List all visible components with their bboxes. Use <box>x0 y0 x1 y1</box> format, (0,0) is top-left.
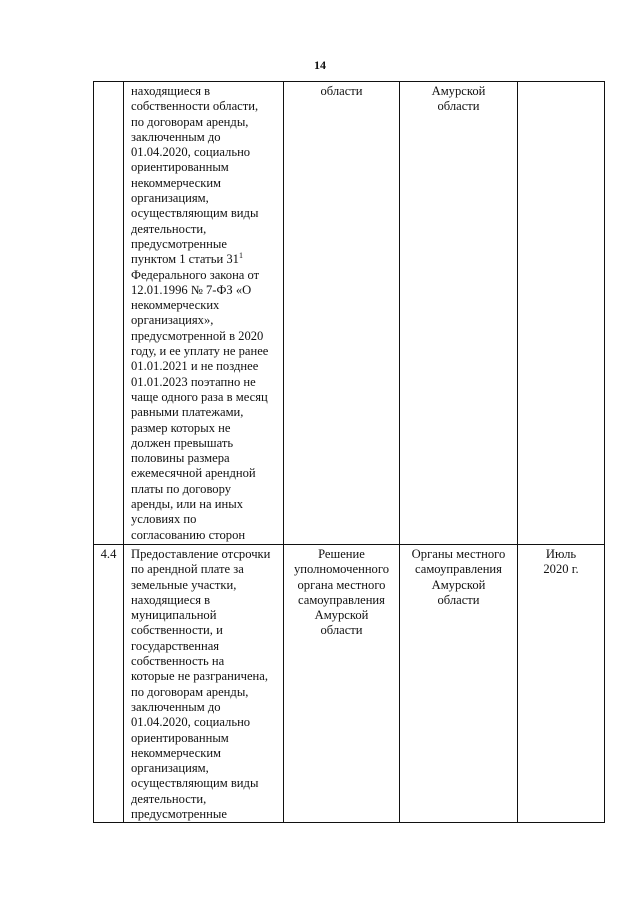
text-line: уполномоченного <box>293 562 390 577</box>
page-number: 14 <box>314 58 326 72</box>
text-line: предусмотренные <box>131 807 227 822</box>
text-line: по арендной плате за <box>131 562 244 577</box>
text-line: находящиеся в <box>131 84 211 98</box>
text-line: условиях по <box>131 512 197 527</box>
text-line: предусмотренные <box>131 236 227 251</box>
text-line: Органы местного <box>411 547 506 561</box>
term-cell <box>518 545 605 823</box>
term-cell <box>518 82 605 545</box>
text-line: государственная <box>131 638 220 653</box>
text-line: собственность на <box>131 654 225 669</box>
text-line: чаще одного раза в месяц <box>131 389 268 404</box>
text-line: находящиеся в <box>131 592 211 607</box>
text-line: 01.04.2020, социально <box>131 145 251 160</box>
text-line: некоммерческим <box>131 175 222 190</box>
text-line: собственности области, <box>131 99 259 114</box>
text-line: 01.01.2023 поэтапно не <box>131 374 256 389</box>
legal-document-cell <box>284 545 400 823</box>
text-line: организациям, <box>131 191 209 206</box>
text-line: области <box>437 99 480 114</box>
text-line: Амурской <box>431 577 486 592</box>
text-line: области <box>320 623 363 638</box>
text-line: Решение <box>318 547 365 561</box>
text-line: согласованию сторон <box>131 527 246 542</box>
text-line: органа местного <box>297 577 386 592</box>
text-line: ориентированным <box>131 730 229 745</box>
table-row <box>94 82 605 545</box>
row-number-cell: 4.4 <box>94 545 124 823</box>
text-line: по договорам аренды, <box>131 684 249 699</box>
text-line: деятельности, <box>131 791 207 806</box>
legal-document-cell <box>284 82 400 545</box>
text-line: 01.04.2020, социально <box>131 715 251 730</box>
text-line: осуществляющим виды <box>131 776 259 791</box>
text-line: собственности, и <box>131 623 223 638</box>
text-line: самоуправления <box>298 592 385 607</box>
measure-description-cell <box>124 545 284 823</box>
text-line: 2020 г. <box>543 562 579 577</box>
text-line: области <box>320 84 363 98</box>
text-line: муниципальной <box>131 608 217 623</box>
text-line: области <box>437 592 480 607</box>
text-line: Амурской <box>431 84 486 98</box>
text-line: Июль <box>545 547 577 561</box>
text-line: 12.01.1996 № 7-ФЗ «О <box>131 282 252 297</box>
text-line: осуществляющим виды <box>131 206 259 221</box>
text-line: земельные участки, <box>131 577 237 592</box>
table-row <box>94 545 605 823</box>
text-line: Предоставление отсрочки <box>131 547 271 561</box>
text-line: заключенным до <box>131 129 221 144</box>
text-line: которые не разграничена, <box>131 669 269 684</box>
text-line: самоуправления <box>415 562 502 577</box>
measure-description-cell <box>124 82 284 545</box>
footnote-superscript: 1 <box>238 251 243 261</box>
text-line: Федерального закона от <box>131 267 260 282</box>
text-line: размер которых не <box>131 420 231 435</box>
text-line: платы по договору <box>131 481 232 496</box>
text-line: организациях», <box>131 313 214 328</box>
text-line: пунктом 1 статьи $31^1$ <box>131 251 243 267</box>
text-line: году, и ее уплату не ранее <box>131 344 269 359</box>
text-line: некоммерческим <box>131 745 222 760</box>
text-line: предусмотренной в 2020 <box>131 328 264 343</box>
text-line: равными платежами, <box>131 405 244 420</box>
text-line: аренды, или на иных <box>131 497 244 512</box>
text-line: ориентированным <box>131 160 229 175</box>
measures-table <box>93 81 605 823</box>
row-number-cell <box>94 82 124 545</box>
responsible-body-cell <box>400 545 518 823</box>
text-line: 01.01.2021 и не позднее <box>131 359 259 374</box>
text-line: организациям, <box>131 761 209 776</box>
text-line: деятельности, <box>131 221 207 236</box>
text-line: Амурской <box>314 608 369 623</box>
text-line: ежемесячной арендной <box>131 466 256 481</box>
text-line: заключенным до <box>131 699 221 714</box>
text-line: должен превышать <box>131 435 234 450</box>
text-line: некоммерческих <box>131 298 220 313</box>
text-line: половины размера <box>131 451 230 466</box>
text-line: по договорам аренды, <box>131 114 249 129</box>
responsible-body-cell <box>400 82 518 545</box>
